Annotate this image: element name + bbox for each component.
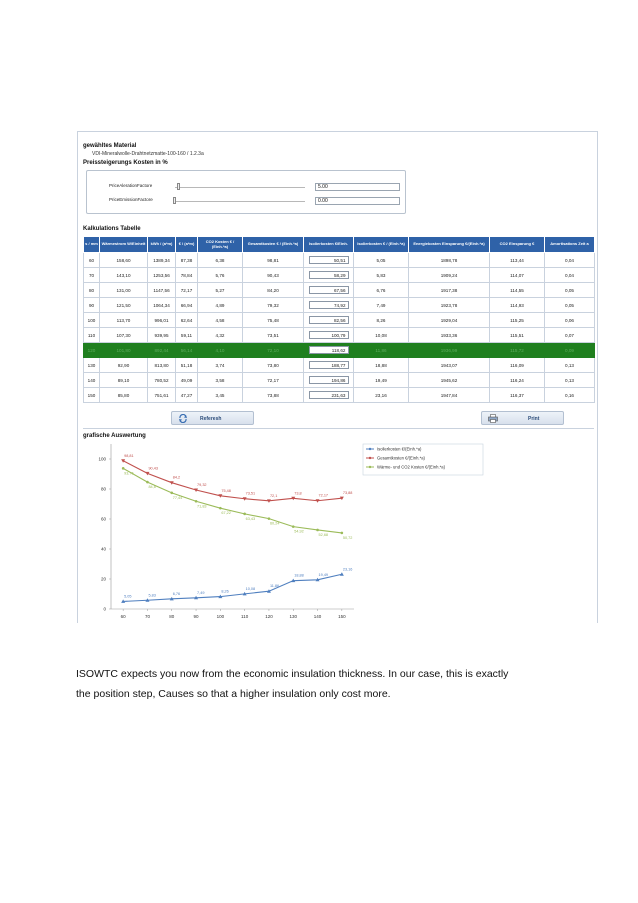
table-cell: 1945,62 xyxy=(409,373,490,388)
table-cell: 1909,24 xyxy=(409,268,490,283)
prices-section-title: Preissteigerungs Kosten in % xyxy=(83,160,168,166)
table-cell: 120 xyxy=(84,343,100,358)
table-cell: 72,10 xyxy=(243,343,304,358)
table-cell: 59,11 xyxy=(176,328,198,343)
data-label: 75,48 xyxy=(221,488,231,493)
emission-value-input[interactable]: 0.00 xyxy=(315,197,400,205)
table-cell: 158,60 xyxy=(100,253,148,268)
series-marker xyxy=(341,532,344,535)
data-label: 23,16 xyxy=(342,567,353,572)
table-cell: 73,88 xyxy=(243,388,304,403)
table-cell: 1943,07 xyxy=(409,358,490,373)
table-cell: 72,17 xyxy=(176,283,198,298)
table-cell: 6,76 xyxy=(354,283,409,298)
isolation-cost-input[interactable]: 118,62 xyxy=(309,346,349,354)
print-button-label: Print xyxy=(528,416,540,422)
series-marker xyxy=(292,525,295,528)
table-cell: 23,16 xyxy=(354,388,409,403)
legend-entry: Isolierkosten €/(Einh.*a) xyxy=(377,446,422,452)
table-cell: 5,83 xyxy=(354,268,409,283)
y-tick-label: 100 xyxy=(98,456,106,462)
data-label: 7,49 xyxy=(197,590,205,595)
y-tick-label: 20 xyxy=(100,576,106,582)
table-cell: 5,27 xyxy=(198,283,243,298)
x-tick-label: 150 xyxy=(338,614,346,619)
cost-line-chart xyxy=(78,132,599,624)
table-cell: 114,93 xyxy=(490,298,545,313)
table-cell: 3,58 xyxy=(198,373,243,388)
table-cell: 75,48 xyxy=(243,313,304,328)
table-cell: 8,26 xyxy=(354,313,409,328)
table-cell: 0,04 xyxy=(545,268,595,283)
y-tick-label: 60 xyxy=(100,516,106,522)
data-label: 54,92 xyxy=(294,529,304,534)
table-cell: 19,49 xyxy=(354,373,409,388)
data-label: 18,88 xyxy=(294,573,304,578)
legend-marker xyxy=(369,448,371,450)
table-cell: 939,95 xyxy=(148,328,176,343)
data-label: 93,76 xyxy=(124,471,134,476)
table-cell: 116,09 xyxy=(490,358,545,373)
table-cell: 1923,78 xyxy=(409,298,490,313)
table-cell: 892,44 xyxy=(148,343,176,358)
data-label: 84,6 xyxy=(148,485,156,490)
table-cell: 5,05 xyxy=(354,253,409,268)
series-marker xyxy=(340,572,344,576)
column-header: Amortisations Zeit a xyxy=(545,237,595,253)
table-cell: 4,89 xyxy=(198,298,243,313)
x-tick-label: 70 xyxy=(144,614,150,619)
table-cell: 4,58 xyxy=(198,313,243,328)
table-cell: 996,01 xyxy=(148,313,176,328)
column-header: € / (a*m) xyxy=(176,237,198,253)
table-cell: 3,45 xyxy=(198,388,243,403)
x-tick-label: 90 xyxy=(193,614,199,619)
table-section-title: Kalkulations Tabelle xyxy=(83,226,141,232)
data-label: 98,81 xyxy=(124,453,134,458)
table-cell: 116,24 xyxy=(490,373,545,388)
table-cell: 73,51 xyxy=(243,328,304,343)
refresh-button-label: Referesh xyxy=(200,416,222,422)
isolation-cost-input[interactable]: 74,92 xyxy=(309,301,349,309)
data-label: 90,43 xyxy=(148,466,158,471)
table-cell: 1898,78 xyxy=(409,253,490,268)
series-marker xyxy=(146,481,149,484)
table-cell: 1947,84 xyxy=(409,388,490,403)
chart-section-title: grafische Auswertung xyxy=(83,433,146,439)
aleration-label: PriceAlerationFactore xyxy=(109,183,153,188)
table-cell: 113,44 xyxy=(490,253,545,268)
x-tick-label: 100 xyxy=(216,614,225,619)
table-cell: 78,84 xyxy=(176,268,198,283)
table-cell: 0,16 xyxy=(545,388,595,403)
series-marker xyxy=(316,529,319,532)
table-cell: 115,51 xyxy=(490,328,545,343)
material-name: VDI-Mineralwolle-Drahtnetzmatte-100-160 / 1.2.3a xyxy=(92,151,204,157)
table-cell: 73,80 xyxy=(243,358,304,373)
table-cell: 66,94 xyxy=(176,298,198,313)
isolation-cost-input[interactable]: 67,56 xyxy=(309,286,349,294)
table-cell: 1389,34 xyxy=(148,253,176,268)
data-label: 73,8 xyxy=(294,491,302,496)
caption-line-1: ISOWTC expects you now from the economic insulation thickness. In our case, this is exactly xyxy=(76,668,509,680)
table-cell: 1253,56 xyxy=(148,268,176,283)
table-cell: 115,72 xyxy=(490,343,545,358)
data-label: 5,05 xyxy=(124,594,132,599)
table-cell: 10,08 xyxy=(354,328,409,343)
table-cell: 60 xyxy=(84,253,100,268)
table-cell: 114,07 xyxy=(490,268,545,283)
table-cell: 47,27 xyxy=(176,388,198,403)
material-section-title: gewähltes Material xyxy=(83,143,137,149)
table-cell: 80 xyxy=(84,283,100,298)
table-cell: 4,32 xyxy=(198,328,243,343)
data-label: 6,76 xyxy=(172,591,181,596)
data-label: 19,49 xyxy=(318,572,329,577)
isolation-cost-input[interactable]: 100,79 xyxy=(309,331,349,339)
isolation-cost-input[interactable]: 194,86 xyxy=(309,376,349,384)
table-cell: 131,00 xyxy=(100,283,148,298)
data-label: 10,08 xyxy=(245,586,256,591)
table-cell: 0,04 xyxy=(545,253,595,268)
isolation-cost-input[interactable]: 50,51 xyxy=(309,256,349,264)
table-cell: 5,76 xyxy=(198,268,243,283)
y-tick-label: 40 xyxy=(100,546,106,552)
table-cell: 110 xyxy=(84,328,100,343)
isolation-cost-input[interactable]: 82,56 xyxy=(309,316,349,324)
column-header: kWh / (a*m) xyxy=(148,237,176,253)
table-cell: 0,07 xyxy=(545,328,595,343)
series-marker xyxy=(170,492,173,495)
table-cell: 62,64 xyxy=(176,313,198,328)
table-cell: 780,52 xyxy=(148,373,176,388)
column-header: CO2 Kosten € / (Einh.*a) xyxy=(198,237,243,253)
column-header: Gesamtkosten € / (Einh.*a) xyxy=(243,237,304,253)
table-cell: 0,06 xyxy=(545,313,595,328)
data-label: 72,1 xyxy=(269,493,278,498)
table-cell: 1917,38 xyxy=(409,283,490,298)
table-cell: 98,81 xyxy=(243,253,304,268)
table-cell: 0,09 xyxy=(545,343,595,358)
table-cell: 1147,56 xyxy=(148,283,176,298)
isolation-cost-input[interactable]: 188,77 xyxy=(309,361,349,369)
table-cell: 1064,34 xyxy=(148,298,176,313)
table-cell: 113,70 xyxy=(100,313,148,328)
y-tick-label: 80 xyxy=(100,486,106,492)
x-tick-label: 80 xyxy=(169,614,175,619)
isolation-cost-input[interactable]: 231,63 xyxy=(309,391,349,399)
table-cell: 813,80 xyxy=(148,358,176,373)
x-tick-label: 120 xyxy=(265,614,273,619)
table-cell: 0,13 xyxy=(545,373,595,388)
data-label: 50,72 xyxy=(342,535,353,540)
table-cell: 0,05 xyxy=(545,298,595,313)
table-cell: 101,80 xyxy=(100,343,148,358)
table-cell: 85,80 xyxy=(100,388,148,403)
table-cell: 0,05 xyxy=(545,283,595,298)
table-cell: 143,10 xyxy=(100,268,148,283)
table-cell: 89,10 xyxy=(100,373,148,388)
data-label: 8,26 xyxy=(221,589,229,594)
table-cell: 7,49 xyxy=(354,298,409,313)
legend-marker xyxy=(369,466,371,468)
table-cell: 72,17 xyxy=(243,373,304,388)
emission-label: PriceEmissionFactore xyxy=(109,197,153,202)
application-window xyxy=(77,131,598,623)
column-header: Isolierkosten €/Einh. xyxy=(304,237,354,253)
table-cell: 18,88 xyxy=(354,358,409,373)
table-cell: 70 xyxy=(84,268,100,283)
column-header: Energiekosten Einsparung €/(Einh.*a) xyxy=(409,237,490,253)
table-cell: 140 xyxy=(84,373,100,388)
data-label: 79,32 xyxy=(197,483,207,488)
caption-line-2: the position step, Causes so that a higher insulation only cost more. xyxy=(76,688,391,700)
table-cell: 92,90 xyxy=(100,358,148,373)
series-line xyxy=(123,468,342,533)
data-label: 73,51 xyxy=(245,491,256,496)
table-cell: 100 xyxy=(84,313,100,328)
table-cell: 90,43 xyxy=(243,268,304,283)
data-label: 5,83 xyxy=(148,593,156,598)
series-marker xyxy=(268,517,271,520)
table-cell: 114,55 xyxy=(490,283,545,298)
table-cell: 51,18 xyxy=(176,358,198,373)
data-label: 72,17 xyxy=(318,493,329,498)
data-label: 71,83 xyxy=(197,504,207,509)
table-cell: 6,38 xyxy=(198,253,243,268)
x-tick-label: 60 xyxy=(120,614,126,619)
series-marker xyxy=(219,507,222,510)
x-tick-label: 140 xyxy=(313,614,322,619)
table-cell: 150 xyxy=(84,388,100,403)
isolation-cost-input[interactable]: 58,29 xyxy=(309,271,349,279)
table-cell: 79,32 xyxy=(243,298,304,313)
data-label: 67,22 xyxy=(221,511,231,516)
table-cell: 121,50 xyxy=(100,298,148,313)
data-label: 11,86 xyxy=(269,584,280,589)
x-tick-label: 130 xyxy=(289,614,298,619)
series-marker xyxy=(122,467,125,470)
table-cell: 49,09 xyxy=(176,373,198,388)
series-line xyxy=(123,574,342,601)
legend-entry: Gesamtkosten €/(Einh.*a) xyxy=(377,455,425,461)
table-cell: 1929,04 xyxy=(409,313,490,328)
column-header: s / mm xyxy=(84,237,100,253)
legend-entry: Wärme- und CO2 Kosten €/(Einh.*a) xyxy=(377,464,445,470)
aleration-value-input[interactable]: 5.00 xyxy=(315,183,400,191)
table-cell: 130 xyxy=(84,358,100,373)
table-cell: 11,86 xyxy=(354,343,409,358)
table-cell: 3,74 xyxy=(198,358,243,373)
table-cell: 751,61 xyxy=(148,388,176,403)
table-cell: 0,13 xyxy=(545,358,595,373)
series-marker xyxy=(243,513,246,516)
table-cell: 115,25 xyxy=(490,313,545,328)
data-label: 84,2 xyxy=(172,475,181,480)
table-cell: 87,38 xyxy=(176,253,198,268)
column-header: Isolierkosten € / (Einh.*a) xyxy=(354,237,409,253)
data-label: 77,44 xyxy=(172,495,183,500)
table-cell: 90 xyxy=(84,298,100,313)
table-cell: 1936,99 xyxy=(409,343,490,358)
table-cell: 1933,36 xyxy=(409,328,490,343)
y-tick-label: 0 xyxy=(103,606,106,612)
table-cell: 84,20 xyxy=(243,283,304,298)
series-marker xyxy=(195,500,198,503)
data-label: 73,88 xyxy=(342,491,353,496)
data-label: 63,43 xyxy=(245,516,256,521)
column-header: CO2 Einsparung € xyxy=(490,237,545,253)
legend-marker xyxy=(369,457,371,459)
data-label: 60,24 xyxy=(269,521,280,526)
table-cell: 107,30 xyxy=(100,328,148,343)
data-label: 52,68 xyxy=(318,532,329,537)
table-cell: 116,37 xyxy=(490,388,545,403)
table-cell: 4,10 xyxy=(198,343,243,358)
table-cell: 56,14 xyxy=(176,343,198,358)
x-tick-label: 110 xyxy=(241,614,249,619)
column-header: Wärmestrom W/Einheit xyxy=(100,237,148,253)
